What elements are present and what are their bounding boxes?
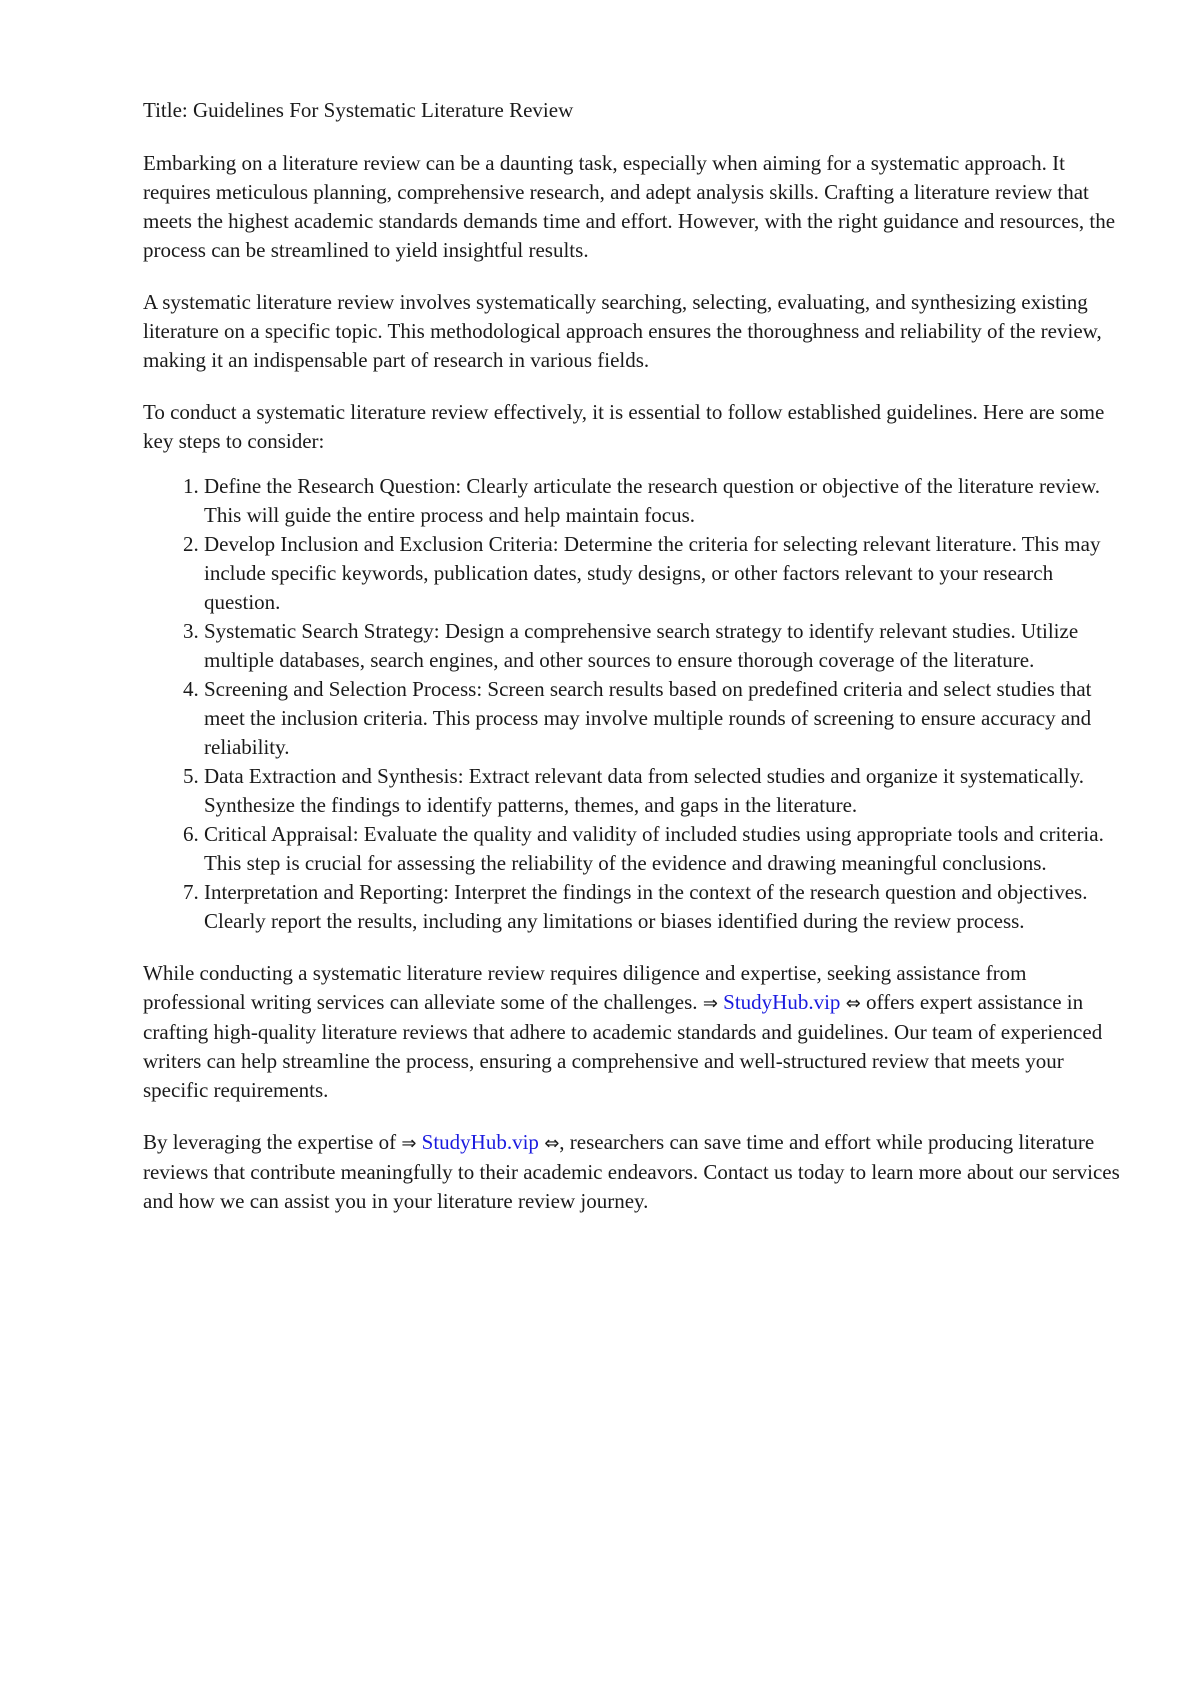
list-item-step-2: 2. Develop Inclusion and Exclusion Criteria: Determine the criteria for selecting relevant literature. This may include specific keywords, publication dates, study designs, or other factors relevant to your research question.: [204, 530, 1133, 617]
list-item-step-6: 6. Critical Appraisal: Evaluate the quality and validity of included studies using appropriate tools and criteria. This step is crucial for assessing the reliability of the evidence and drawing meaningful conclusions.: [204, 820, 1133, 878]
definition-paragraph: A systematic literature review involves systematically searching, selecting, evaluating, and synthesizing existing literature on a specific topic. This methodological approach ensures the thoroughness and reliability of the review, making it an indispensable part of research in various fields.: [143, 290, 1102, 372]
promo-2-text-after: , researchers can save time and effort while producing literature reviews that contribute meaningfully to their academic endeavors. Contact us today to learn more about our services and how we can assist you in your literature review journey.: [143, 1130, 1120, 1213]
studyhub-link[interactable]: StudyHub.vip: [723, 990, 841, 1014]
right-arrow-icon: ⇒: [702, 993, 718, 1014]
document-title: Title: Guidelines For Systematic Literature Review: [143, 98, 574, 122]
promo-paragraph-2: [143, 1128, 1133, 1216]
document-page: [143, 96, 1133, 1239]
intro-paragraph: Embarking on a literature review can be a daunting task, especially when aiming for a systematic approach. It requires meticulous planning, comprehensive research, and adept analysis skills. Crafting a literature review that meets the highest academic standards demands time and effort. However, with the right guidance and resources, the process can be streamlined to yield insightful results.: [143, 151, 1116, 262]
promo-2-text-before: By leveraging the expertise of: [143, 1130, 402, 1154]
promo-1-text-before: While conducting a systematic literature review requires diligence and expertise, seeking assistance from professional writing services can alleviate some of the challenges.: [143, 961, 1027, 1014]
promo-paragraph-1: [143, 959, 1133, 1105]
list-item-step-1: 1. Define the Research Question: Clearly articulate the research question or objective of the literature review. This will guide the entire process and help maintain focus.: [204, 472, 1133, 530]
right-arrow-icon: ⇒: [401, 1133, 417, 1154]
double-arrow-icon: ⇔: [845, 993, 861, 1014]
list-item-step-3: 3. Systematic Search Strategy: Design a comprehensive search strategy to identify relevant studies. Utilize multiple databases, search engines, and other sources to ensure thorough coverage of the literature.: [204, 617, 1133, 675]
list-item-step-4: 4. Screening and Selection Process: Screen search results based on predefined criteria and select studies that meet the inclusion criteria. This process may involve multiple rounds of screening to ensure accuracy and reliability.: [204, 675, 1133, 762]
steps-intro-paragraph: To conduct a systematic literature review effectively, it is essential to follow established guidelines. Here are some key steps to consider:: [143, 400, 1105, 453]
list-item-step-5: 5. Data Extraction and Synthesis: Extract relevant data from selected studies and organize it systematically. Synthesize the findings to identify patterns, themes, and gaps in the literature.: [204, 762, 1133, 820]
list-item-step-7: 7. Interpretation and Reporting: Interpret the findings in the context of the research question and objectives. Clearly report the results, including any limitations or biases identified during the review process.: [204, 878, 1133, 936]
double-arrow-icon: ⇔: [544, 1133, 560, 1154]
promo-1-text-after: offers expert assistance in crafting high-quality literature reviews that adhere to academic standards and guidelines. Our team of experienced writers can help streamline the process, ensuring a comprehensive and well-structured review that meets your specific requirements.: [143, 990, 1103, 1102]
studyhub-link[interactable]: StudyHub.vip: [421, 1130, 539, 1154]
steps-list: [143, 472, 1133, 936]
